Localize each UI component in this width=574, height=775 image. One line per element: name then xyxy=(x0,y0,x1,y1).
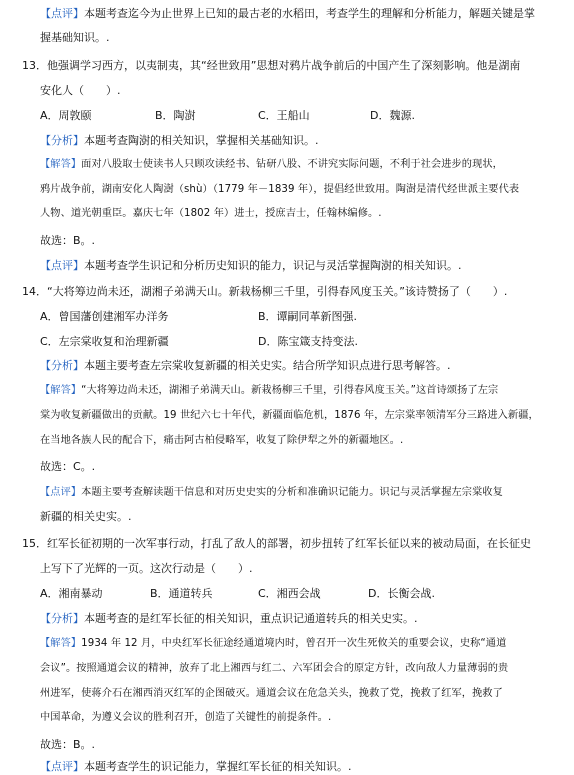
answer-tag: 【解答】 xyxy=(40,385,82,396)
q13-comment xyxy=(40,258,574,274)
q15-option-b: B．通道转兵 xyxy=(150,587,213,600)
q13-stem-line-2: 安化人（ ）. xyxy=(40,84,121,97)
answer-text: 面对八股取士使读书人只顾攻读经书、钻研八股、不讲究实际问题，不利于社会进步的现状， xyxy=(81,159,503,170)
q13-analysis xyxy=(40,133,574,149)
q13-option-d: D．魏源. xyxy=(370,109,415,122)
q15-answer-line-4: 中国革命，为遵义会议的胜利召开，创造了关键性的前提条件。. xyxy=(40,712,332,723)
top-comment-line-1 xyxy=(40,6,574,22)
q15-stem-line-2: 上写下了光辉的一页。这次行动是（ ）. xyxy=(40,562,253,575)
comment-tag: 【点评】 xyxy=(40,7,84,20)
answer-tag: 【解答】 xyxy=(40,159,82,170)
q14-option-d: D．陈宝箴支持变法. xyxy=(258,335,358,348)
q14-option-a: A．曾国藩创建湘军办洋务 xyxy=(40,310,169,323)
q15-comment xyxy=(40,759,574,775)
comment-tag: 【点评】 xyxy=(40,259,84,272)
q15-choice: 故选：B。. xyxy=(40,738,96,751)
q15-answer-line-1 xyxy=(40,636,574,652)
q15-option-c: C．湘西会战 xyxy=(258,587,321,600)
analysis-tag: 【分析】 xyxy=(40,612,84,625)
comment-text: 本题主要考查解读题干信息和对历史史实的分析和准确识记能力。识记与灵活掌握左宗棠收复 xyxy=(81,487,503,498)
q14-option-c: C．左宗棠收复和治理新疆 xyxy=(40,335,169,348)
q13-option-a: A．周敦颐 xyxy=(40,109,92,122)
answer-text: “大将筹边尚未还，湖湘子弟满天山。新栽杨柳三千里，引得春风度玉关。”这首诗颂扬了左宗 xyxy=(81,385,499,396)
q14-comment-line-2: 新疆的相关史实。. xyxy=(40,510,132,523)
q14-answer-line-2: 棠为收复新疆做出的贡献。19 世纪六七十年代，新疆面临危机，1876 年，左宗棠率领清军分三路进入新疆， xyxy=(40,410,539,421)
q13-option-c: C．王船山 xyxy=(258,109,310,122)
q13-stem-line-1: 13．他强调学习西方，以夷制夷，其“经世致用”思想对鸦片战争前后的中国产生了深刻影响。他是湖南 xyxy=(22,59,521,72)
answer-tag: 【解答】 xyxy=(40,638,82,649)
q15-stem-line-1: 15．红军长征初期的一次军事行动，打乱了敌人的部署，初步扭转了红军长征以来的被动局面，在长征史 xyxy=(22,537,531,550)
q13-option-b: B．陶澍 xyxy=(155,109,196,122)
q14-analysis xyxy=(40,358,574,374)
q14-choice: 故选：C。. xyxy=(40,460,96,473)
comment-text: 本题考查迄今为止世界上已知的最古老的水稻田，考查学生的理解和分析能力，解题关键是掌 xyxy=(84,7,535,20)
comment-text: 本题考查学生识记和分析历史知识的能力，识记与灵活掌握陶澍的相关知识。. xyxy=(84,259,462,272)
answer-text: 1934 年 12 月，中央红军长征途经通道境内时，曾召开一次生死攸关的重要会议，史称“通道 xyxy=(81,638,507,649)
q15-option-a: A．湘南暴动 xyxy=(40,587,103,600)
q13-answer-line-1 xyxy=(40,157,574,173)
comment-text: 本题考查学生的识记能力，掌握红军长征的相关知识。. xyxy=(84,760,352,773)
q14-answer-line-1 xyxy=(40,383,574,399)
comment-tag: 【点评】 xyxy=(40,487,82,498)
q13-choice: 故选：B。. xyxy=(40,234,96,247)
analysis-tag: 【分析】 xyxy=(40,134,84,147)
q15-answer-line-3: 州进军，使蒋介石在湘西消灭红军的企图破灭。通道会议在危急关头，挽救了党，挽救了红军，挽救了 xyxy=(40,688,503,699)
q15-analysis xyxy=(40,611,574,627)
analysis-text: 本题主要考查左宗棠收复新疆的相关史实。结合所学知识点进行思考解答。. xyxy=(84,359,451,372)
analysis-text: 本题考查的是红军长征的相关知识，重点识记通道转兵的相关史实。. xyxy=(84,612,418,625)
analysis-text: 本题考查陶澍的相关知识，掌握相关基础知识。. xyxy=(84,134,319,147)
q14-option-b: B．谭嗣同革新图强. xyxy=(258,310,358,323)
q13-answer-line-3: 人物、道光朝重臣。嘉庆七年（1802 年）进士，授庶吉士，任翰林编修。. xyxy=(40,208,382,219)
analysis-tag: 【分析】 xyxy=(40,359,84,372)
top-comment-line-2: 握基础知识。. xyxy=(40,31,110,44)
q15-answer-line-2: 会议”。按照通道会议的精神，放弃了北上湘西与红二、六军团会合的原定方针，改向敌人力量薄弱的贵 xyxy=(40,663,509,674)
q15-option-d: D．长衡会战. xyxy=(368,587,435,600)
comment-tag: 【点评】 xyxy=(40,760,84,773)
q14-answer-line-3: 在当地各族人民的配合下，痛击阿古柏侵略军，收复了除伊犁之外的新疆地区。. xyxy=(40,435,404,446)
q14-comment-line-1 xyxy=(40,485,574,501)
q13-answer-line-2: 鸦片战争前，湖南安化人陶澍（shù）（1779 年－1839 年），提倡经世致用。陶澍是清代经世派主要代表 xyxy=(40,184,520,195)
q14-stem: 14．“大将筹边尚未还，湖湘子弟满天山。新栽杨柳三千里，引得春风度玉关。”该诗赞扬了（ ）. xyxy=(22,285,508,298)
